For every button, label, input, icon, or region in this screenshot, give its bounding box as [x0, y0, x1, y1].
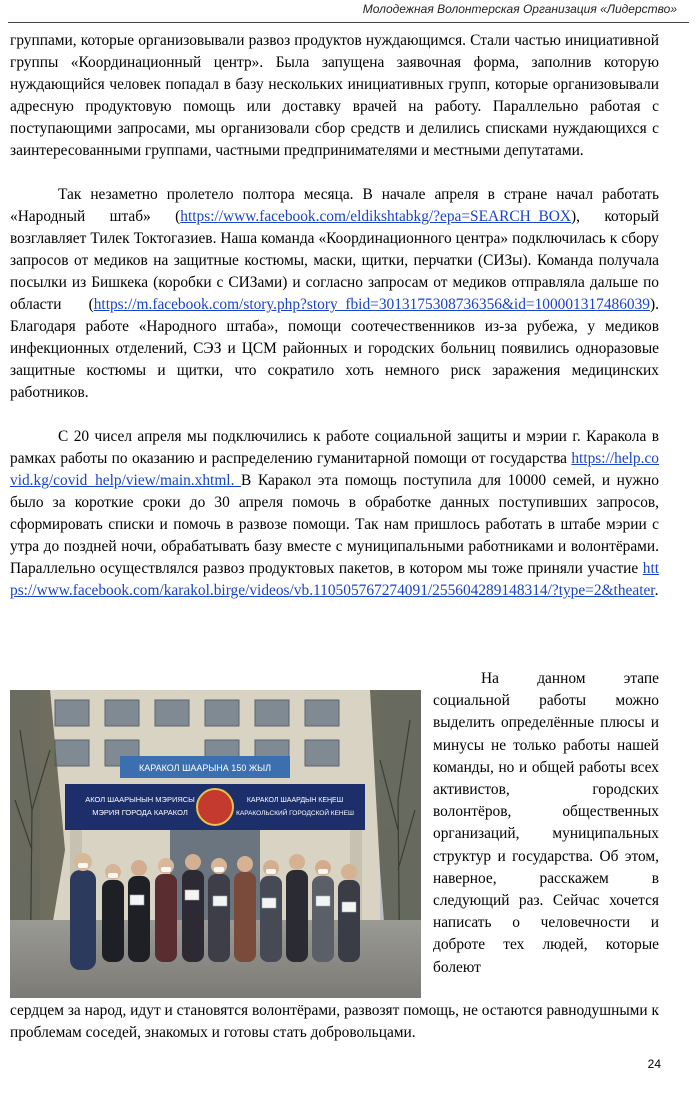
sign-left-line-1: АКОЛ ШААРЫНЫН МЭРИЯСЫ: [85, 795, 195, 804]
paragraph-3-part-1: С 20 чисел апреля мы подключились к работе социальной защиты и мэрии г. Каракола в рамках работы по оказанию и распределению гуманитарной помощи от государства: [10, 428, 659, 467]
paragraph-2: [10, 184, 659, 404]
sign-right-line-1: КАРАКОЛ ШААРДЫН КЕҢЕШ: [246, 797, 344, 804]
paragraph-1-text: группами, которые организовывали развоз продуктов нуждающимся. Стали частью инициативной группы «Координационный центр». Была запущена заявочная форма, заполнив которую нуждающийся человек попадал в базу нескольких инициативных групп, которые организовывали адресную продуктовую помощь или доставку врачей на работу. Параллельно работая с поступающими запросами, мы организовали сбор средств и делились списками нуждающихся с заинтересованными группами, частными предпринимателями и местными депутатами.: [10, 32, 659, 159]
paragraph-1: [10, 30, 659, 162]
karakol-video-link[interactable]: https://www.facebook.com/karakol.birge/videos/vb.110505767274091/255604289148314/?type=2&theater: [10, 560, 659, 599]
paragraph-4-side-text: На данном этапе социальной работы можно выделить определённые плюсы и минусы не только работы нашей команды, но и общей работы всех активистов, городских волонтёров, общественных организаций, муниципальных структур и государства. Об этом, наверное, расскажем в следующий раз. Сейчас хочется написать о человечности и доброте тех людей, которые болеют: [433, 670, 659, 976]
volunteers-group: [70, 853, 360, 970]
volunteers-group-photo: [10, 690, 421, 998]
paragraph-2-part-1: Так незаметно пролетело полтора месяца. В начале апреля в стране начал работать «Народный штаб» (: [10, 186, 659, 225]
header-divider: [8, 22, 689, 23]
facebook-story-link[interactable]: https://m.facebook.com/story.php?story_fbid=3013175308736356&id=100001317486039: [93, 296, 651, 313]
banner-text: КАРАКОЛ ШААРЫНА 150 ЖЫЛ: [138, 763, 272, 773]
paragraph-3-part-3: .: [654, 582, 659, 599]
sign-right-line-2: КАРАКОЛЬСКИЙ ГОРОДСКОЙ КЕНЕШ: [236, 810, 354, 817]
paragraph-3-text: [10, 426, 659, 602]
paragraph-2-part-2: ), который возглавляет Тилек Токтогазиев. Наша команда «Координационного центра» подключилась к сбору запросов от медиков на защитные костюмы, маски, щитки, перчатки (СИЗы). Команда получала посылки из Бишкека (коробки с СИЗами) и согласно запросам от медиков отправляла дальше по области (: [10, 208, 659, 313]
emblem-icon: [197, 789, 233, 825]
paragraph-2-text: [10, 184, 659, 404]
paragraph-2-part-3: ). Благодаря работе «Народного штаба», помощи соотечественников из-за рубежа, у медиков инфекционных отделений, СЭЗ и ЦСМ районных и городских больниц появились одноразовые защитные костюмы и щитки, что сократило хоть немного риск заражения медицинских работников.: [10, 296, 659, 401]
covid-help-link[interactable]: https://help.covid.kg/covid_help/view/main.xhtml.: [10, 450, 659, 489]
paragraph-3: [10, 426, 659, 602]
sign-left-line-2: МЭРИЯ ГОРОДА КАРАКОЛ: [92, 808, 188, 817]
running-header: Молодежная Волонтерская Организация «Лидерство»: [362, 2, 677, 16]
page-number: 24: [647, 1057, 661, 1071]
narodny-shtab-link[interactable]: https://www.facebook.com/eldikshtabkg/?epa=SEARCH_BOX: [180, 208, 571, 225]
paragraph-3-part-2: В Каракол эта помощь поступила для 10000 семей, и нужно было за короткие сроки до 30 апреля помочь в обработке данных поступивших запросов, сформировать списки и помочь в развозе помощи. Так нам пришлось работать в штабе мэрии с утра до поздней ночи, обрабатывать базу вместе с муниципальными работниками и волонтёрами. Параллельно осуществлялся развоз продуктовых пакетов, в котором мы тоже приняли участие: [10, 472, 659, 577]
paragraph-4-bottom-text: сердцем за народ, идут и становятся волонтёрами, развозят помощь, не остаются равнодушными к проблемам соседей, знакомых и готовы стать добровольцами.: [10, 1002, 659, 1041]
